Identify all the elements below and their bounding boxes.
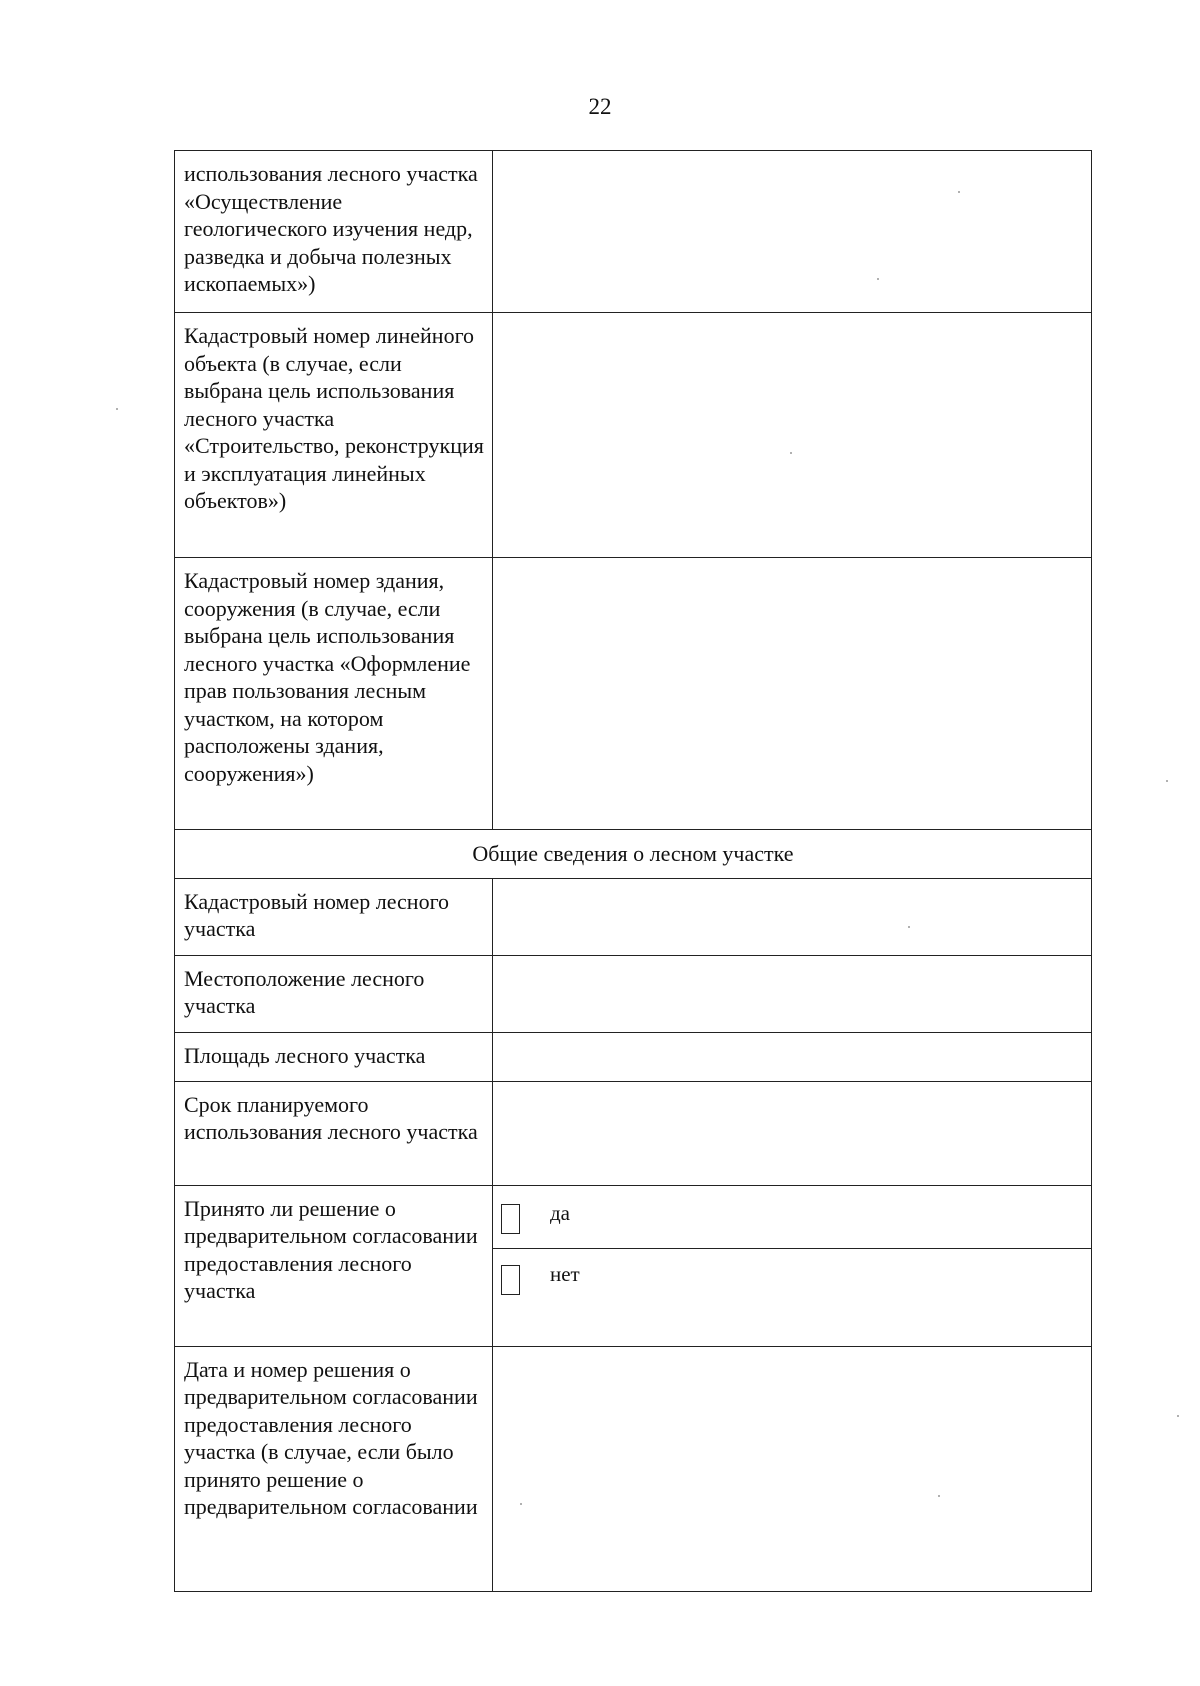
option-no[interactable] <box>493 1249 1091 1313</box>
table-row <box>175 151 1092 313</box>
scan-speck <box>908 926 910 928</box>
table-row <box>175 1032 1092 1081</box>
label-area: Площадь лесного участка <box>175 1032 493 1081</box>
scan-speck <box>1177 1415 1179 1417</box>
option-yes[interactable] <box>493 1186 1091 1248</box>
value-forest-plot-cadastral[interactable] <box>493 878 1092 955</box>
scan-speck <box>1166 780 1168 782</box>
value-building-cadastral[interactable] <box>493 558 1092 830</box>
value-area[interactable] <box>493 1032 1092 1081</box>
scan-speck <box>520 1503 522 1505</box>
table-row <box>175 1346 1092 1591</box>
label-prior-decision: Принято ли решение о предварительном согласовании предоставления лесного участка <box>175 1185 493 1346</box>
value-term[interactable] <box>493 1081 1092 1185</box>
table-row <box>175 830 1092 879</box>
value-geology-continuation[interactable] <box>493 151 1092 313</box>
scan-speck <box>958 191 960 193</box>
scan-speck <box>116 408 118 410</box>
scan-speck <box>877 278 879 280</box>
application-form-table <box>174 150 1092 1592</box>
value-decision-date-number[interactable] <box>493 1346 1092 1591</box>
section-header-general-info: Общие сведения о лесном участке <box>175 830 1092 879</box>
label-decision-date-number: Дата и номер решения о предварительном согласовании предоставления лесного участка (в случае, если было принято решение о предварительном согласовании <box>175 1346 493 1591</box>
table-row <box>175 955 1092 1032</box>
table-row <box>175 1081 1092 1185</box>
label-linear-object-cadastral: Кадастровый номер линейного объекта (в случае, если выбрана цель использования лесного участка «Строительство, реконструкция и эксплуатация линейных объектов») <box>175 313 493 558</box>
label-term: Срок планируемого использования лесного участка <box>175 1081 493 1185</box>
option-yes-label: да <box>550 1200 571 1225</box>
checkbox-yes[interactable] <box>501 1204 520 1234</box>
label-forest-plot-cadastral: Кадастровый номер лесного участка <box>175 878 493 955</box>
label-geology-continuation: использования лесного участка «Осуществление геологического изучения недр, разведка и добыча полезных ископаемых») <box>175 151 493 313</box>
page-number: 22 <box>588 94 612 119</box>
label-building-cadastral: Кадастровый номер здания, сооружения (в случае, если выбрана цель использования лесного участка «Оформление прав пользования лесным участком, на котором расположены здания, сооружения») <box>175 558 493 830</box>
option-no-label: нет <box>550 1261 580 1286</box>
checkbox-no[interactable] <box>501 1265 520 1295</box>
table-row <box>175 558 1092 830</box>
value-linear-object-cadastral[interactable] <box>493 313 1092 558</box>
table-row <box>175 313 1092 558</box>
table-row <box>175 1185 1092 1346</box>
scan-speck <box>938 1495 940 1497</box>
label-location: Местоположение лесного участка <box>175 955 493 1032</box>
value-location[interactable] <box>493 955 1092 1032</box>
scan-speck <box>790 452 792 454</box>
prior-decision-options <box>493 1185 1092 1346</box>
table-row <box>175 878 1092 955</box>
